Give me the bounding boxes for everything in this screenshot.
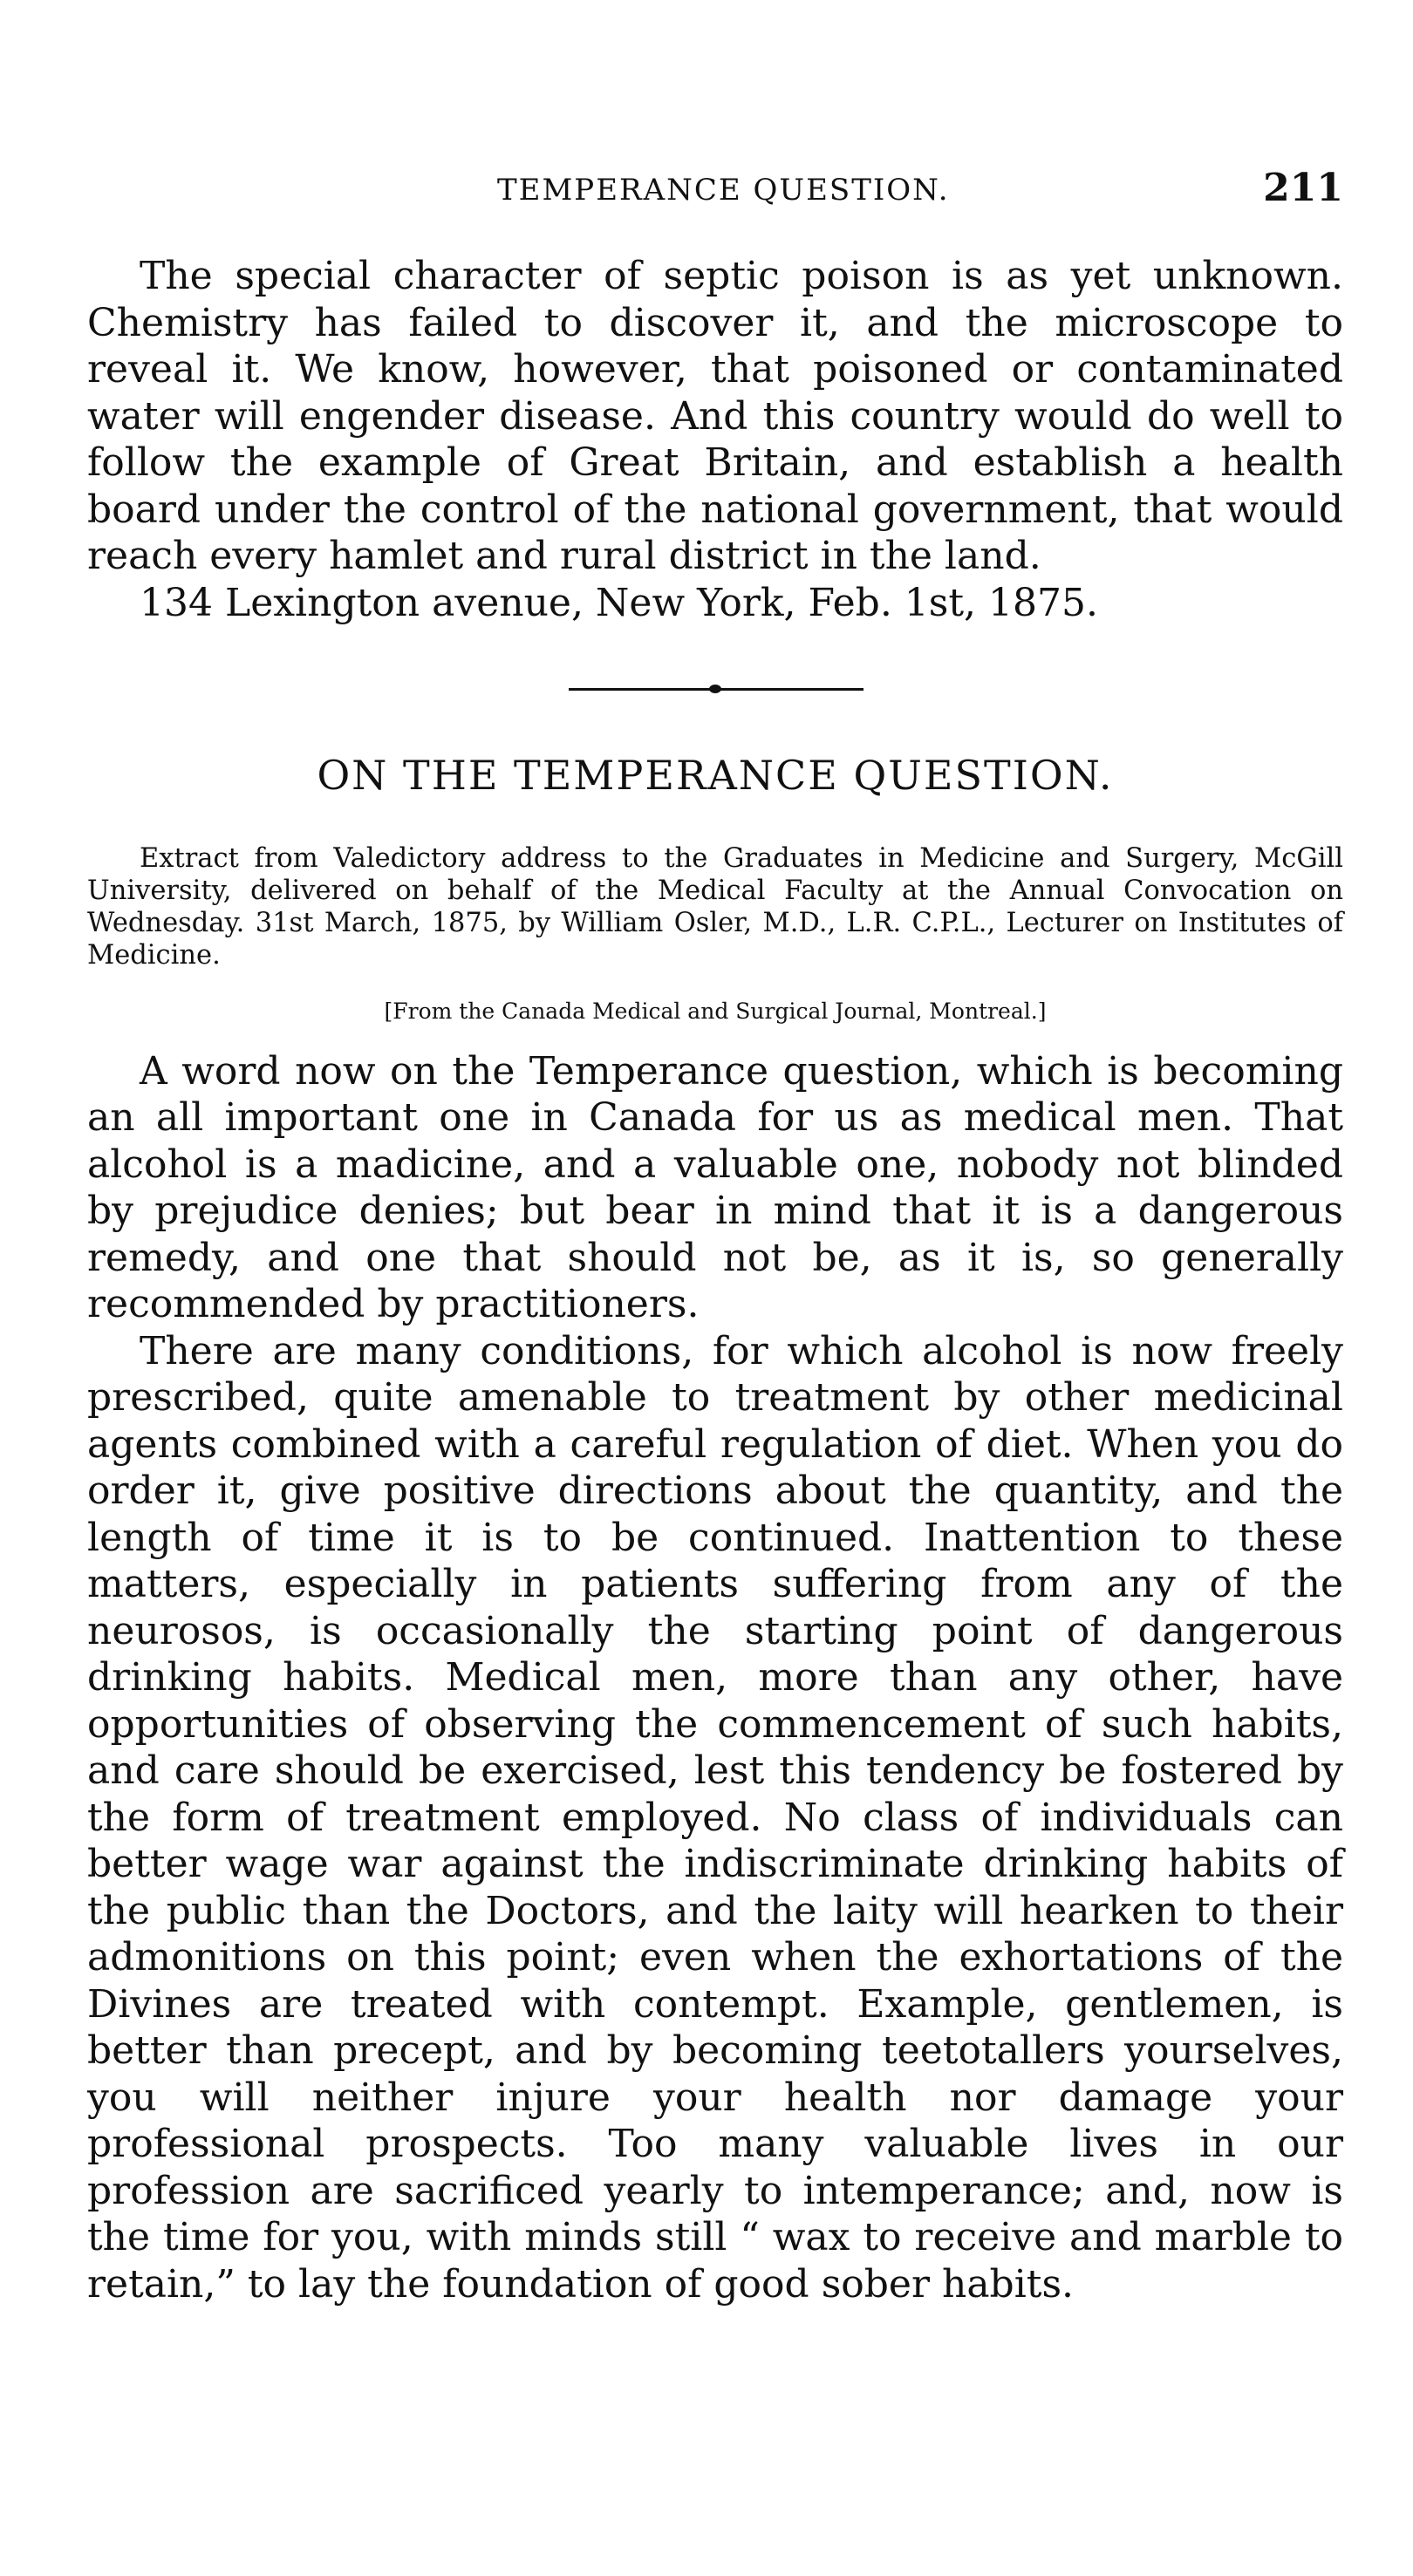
source-citation: [From the Canada Medical and Surgical Journal, Montreal.] [384,998,1047,1024]
dateline: 134 Lexington avenue, New York, Feb. 1st, 1875. [140,580,1098,625]
book-page [87,166,1343,2307]
divider-ornament [709,685,721,693]
article-paragraph-1: A word now on the Temperance question, which is becoming an all important one in Canada for us as medical men. That alcohol is a madicine, and a valuable one, nobody not blinded by prejudice denies; but bear in mind that it is a dangerous remedy, and one that should not be, as it is, so generally recommended by practitioners. [87,1048,1343,1326]
section-divider [87,680,1343,698]
page-number: 211 [1263,166,1343,210]
running-header [87,166,1343,218]
article-paragraph-2: There are many conditions, for which alcohol is now freely prescribed, quite amenable to treatment by other medicinal agents combined with a careful regulation of diet. When you do order it, give positive directions about the quantity, and the length of time it is to be continued. Inattention to these matters, especially in patients suffering from any of the neurosos, is occasionally the starting point of dangerous drinking habits. Medical men, more than any other, have opportunities of observing the commencement of such habits, and care should be exercised, lest this tendency be fostered by the form of treatment employed. No class of individuals can better wage war against the indiscriminate drinking habits of the public than the Doctors, and the laity will hearken to their admonitions on this point; even when the exhortations of the Divines are treated with contempt. Example, gentlemen, is better than precept, and by becoming teetotallers yourselves, you will neither injure your health nor damage your professional prospects. Too many valuable lives in our profession are sacrificed yearly to intemperance; and, now is the time for you, with minds still “ wax to receive and marble to retain,” to lay the foundation of good sober habits. [87,1328,1343,2307]
running-title: TEMPERANCE QUESTION. [497,173,950,208]
previous-article-paragraph: The special character of septic poison is as yet unknown. Chemistry has failed to discover it, and the microscope to reveal it. We know, however, that poisoned or contaminated water will engender disease. And this country would do well to follow the example of Great Britain, and establish a health board under the control of the national government, that would reach every hamlet and rural district in the land. [87,254,1343,578]
article-title: ON THE TEMPERANCE QUESTION. [317,752,1114,799]
extract-note: Extract from Valedictory address to the Graduates in Medicine and Surgery, McGill University, delivered on behalf of the Medical Faculty at the Annual Convocation on Wednesday. 31st March, 1875, by William Osler, M.D., L.R. C.P.L., Lecturer on Institutes of Medicine. [87,843,1343,971]
article-body [87,1048,1343,2308]
